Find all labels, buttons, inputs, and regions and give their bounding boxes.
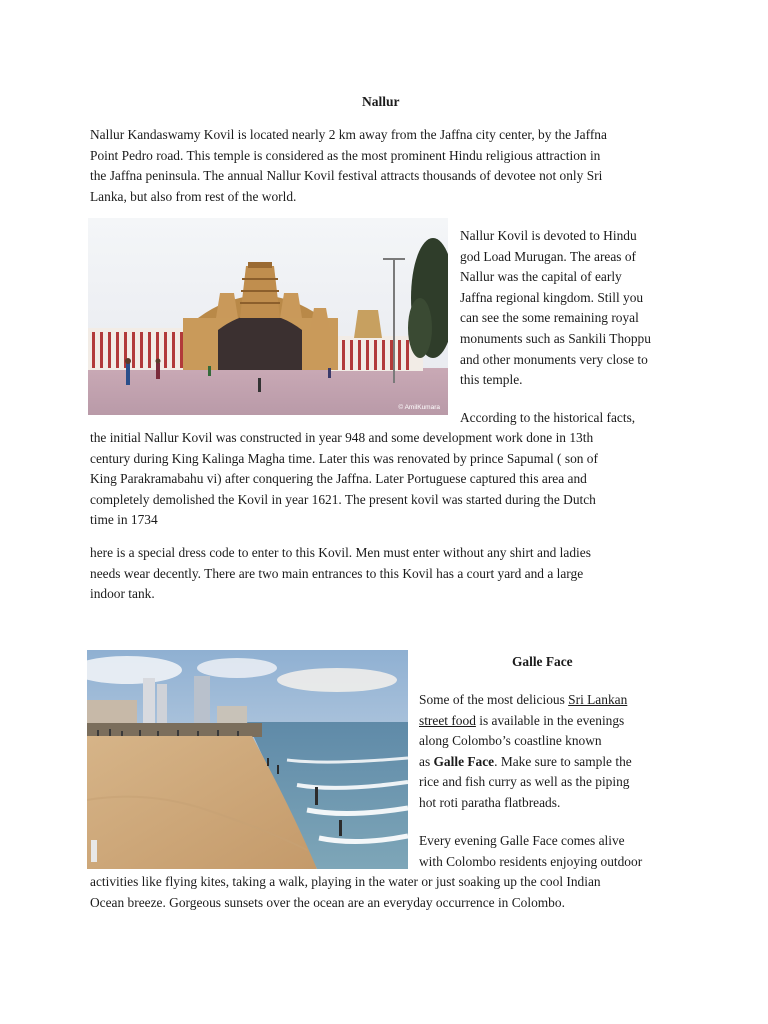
text-line: this temple. (460, 372, 523, 388)
section-title-nallur: Nallur (362, 94, 400, 109)
text-line: needs wear decently. There are two main entrances to this Kovil has a court yard and a large (90, 565, 584, 581)
nallur-intro-paragraph (90, 125, 607, 207)
galle-face-paragraph-2-head (419, 831, 642, 872)
text-line: King Parakramabahu vi) after conquering the Jaffna. Later Portuguese captured this area and (90, 471, 587, 487)
text-segment: Some of the most delicious (419, 692, 569, 707)
text-line: activities like flying kites, taking a walk, playing in the water or just soaking up the cool Indian (90, 874, 601, 889)
text-line: Point Pedro road. This temple is considered as the most prominent Hindu religious attraction in (90, 147, 601, 163)
text-line: along Colombo’s coastline known (419, 733, 602, 749)
text-line: with Colombo residents enjoying outdoor (419, 853, 643, 869)
text-line: Ocean breeze. Gorgeous sunsets over the ocean are an everyday occurrence in Colombo. (90, 894, 565, 910)
nallur-side-paragraph (460, 226, 651, 391)
text-line: completely demolished the Kovil in year 1621. The present kovil was started during the Dutch (90, 491, 596, 507)
text-segment: is available in the evenings (475, 712, 625, 728)
galle-face-beach-photo (87, 650, 408, 869)
history-first-line: According to the historical facts, (460, 410, 636, 425)
text-line: monuments such as Sankili Thoppu (460, 330, 651, 346)
text-line: time in 1734 (90, 512, 158, 528)
text-line (419, 711, 632, 732)
nallur-temple-photo (88, 218, 448, 415)
street-food-link[interactable]: street food (419, 712, 476, 728)
text-line: Nallur Kandaswamy Kovil is located nearly 2 km away from the Jaffna city center, by the Jaffna (90, 127, 607, 142)
text-line: god Load Murugan. The areas of (460, 248, 637, 264)
photo-credit: © AmilKumara (398, 404, 440, 411)
text-line: Nallur was the capital of early (460, 269, 622, 285)
galle-face-paragraph-1 (419, 690, 632, 814)
galle-face-paragraph-2-tail (90, 872, 601, 913)
text-line: Every evening Galle Face comes alive (419, 833, 625, 848)
text-line: Lanka, but also from rest of the world. (90, 188, 297, 204)
text-line: hot roti paratha flatbreads. (419, 794, 561, 810)
text-line: can see the some remaining royal (460, 310, 639, 326)
text-line: Jaffna regional kingdom. Still you (460, 289, 644, 305)
text-line: Nallur Kovil is devoted to Hindu (460, 228, 637, 243)
text-line: the initial Nallur Kovil was constructed in year 948 and some development work done in 13th (90, 430, 594, 445)
history-paragraph (90, 428, 598, 531)
text-line: rice and fish curry as well as the piping (419, 774, 630, 790)
dress-code-paragraph (90, 543, 591, 605)
text-line: here is a special dress code to enter to this Kovil. Men must enter without any shirt and ladies (90, 545, 591, 560)
text-line (419, 752, 632, 773)
text-line: and other monuments very close to (460, 351, 648, 367)
section-title-galle-face: Galle Face (512, 654, 573, 669)
text-line (419, 690, 632, 711)
galle-face-bold: Galle Face (433, 753, 495, 769)
text-segment: as (419, 753, 434, 769)
text-line: the Jaffna peninsula. The annual Nallur Kovil festival attracts thousands of devotee not only Sri (90, 168, 603, 184)
text-segment: . Make sure to sample the (494, 753, 632, 769)
text-line: indoor tank. (90, 586, 155, 602)
text-line: century during King Kalinga Magha time. Later this was renovated by prince Sapumal ( son of (90, 450, 598, 466)
sri-lankan-link[interactable]: Sri Lankan (568, 692, 628, 707)
